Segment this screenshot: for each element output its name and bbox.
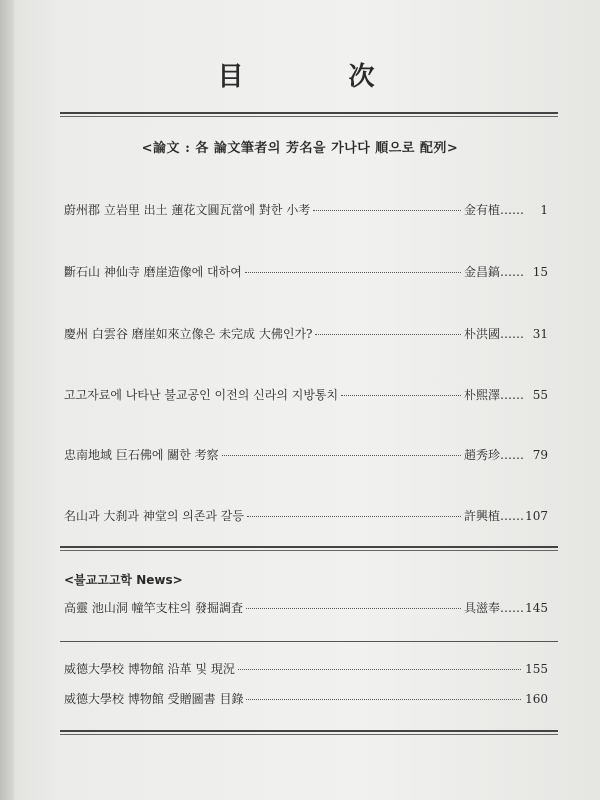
entry-page: 79: [532, 448, 548, 462]
entry-page: 107: [525, 509, 548, 523]
toc-entry: [64, 507, 548, 525]
entry-page: 155: [525, 662, 548, 676]
dot-leader: [238, 669, 521, 670]
entry-title: 名山과 大刹과 神堂의 의존과 갈등: [64, 509, 244, 523]
entry-title: 慶州 白雲谷 磨崖如來立像은 未完成 大佛인가?: [64, 327, 313, 341]
dot-leader: [246, 699, 521, 700]
news-section-heading: <불교고고학 News>: [64, 573, 183, 587]
entry-title: 威德大學校 博物館 受贈圖書 目錄: [64, 692, 244, 706]
dot-leader: [315, 334, 461, 335]
entry-author: 金昌鎬……: [463, 265, 524, 279]
dot-leader: [247, 516, 461, 517]
toc-entry: [64, 599, 548, 617]
toc-entry: [64, 201, 548, 219]
toc-entry: [64, 690, 548, 708]
entry-page: 160: [525, 692, 548, 706]
entry-title: 高靈 池山洞 幢竿支柱의 發掘調査: [64, 601, 244, 615]
toc-entry: [64, 446, 548, 464]
toc-entry: [64, 386, 548, 404]
entry-title: 斷石山 神仙寺 磨崖造像에 대하여: [64, 265, 242, 279]
dot-leader: [341, 395, 461, 396]
bottom-divider: [60, 730, 558, 735]
toc-entry: [64, 325, 548, 343]
dot-leader: [222, 455, 461, 456]
entry-title: 威德大學校 博物館 沿革 및 現況: [64, 662, 235, 676]
entry-author: 許興植……: [463, 509, 524, 523]
section-divider: [60, 546, 558, 551]
entry-author: 趙秀珍……: [463, 448, 524, 462]
entry-page: 1: [540, 203, 548, 217]
ordering-note: <論文 : 各 論文筆者의 芳名을 가나다 順으로 配列>: [141, 141, 459, 156]
entry-author: 具滋奉……: [463, 601, 524, 615]
page-title: 目 次: [217, 62, 423, 92]
entry-author: 金有植……: [463, 203, 524, 217]
entry-page: 15: [532, 265, 548, 279]
book-spine-shadow: [0, 0, 14, 800]
toc-entry: [64, 263, 548, 281]
toc-entry: [64, 660, 548, 678]
entry-author: 朴洪國……: [463, 327, 524, 341]
entry-page: 145: [525, 601, 548, 615]
dot-leader: [313, 210, 461, 211]
entry-page: 31: [532, 327, 548, 341]
dot-leader: [245, 272, 461, 273]
dot-leader: [246, 608, 461, 609]
entry-title: 고고자료에 나타난 불교공인 이전의 신라의 지방통치: [64, 388, 339, 402]
entry-title: 忠南地域 巨石佛에 關한 考察: [64, 448, 219, 462]
section-divider-thin: [60, 641, 558, 642]
entry-page: 55: [532, 388, 548, 402]
title-divider: [60, 112, 558, 117]
entry-author: 朴熙澤……: [463, 388, 524, 402]
entry-title: 蔚州郡 立岩里 出土 蓮花文圓瓦當에 對한 小考: [64, 203, 311, 217]
